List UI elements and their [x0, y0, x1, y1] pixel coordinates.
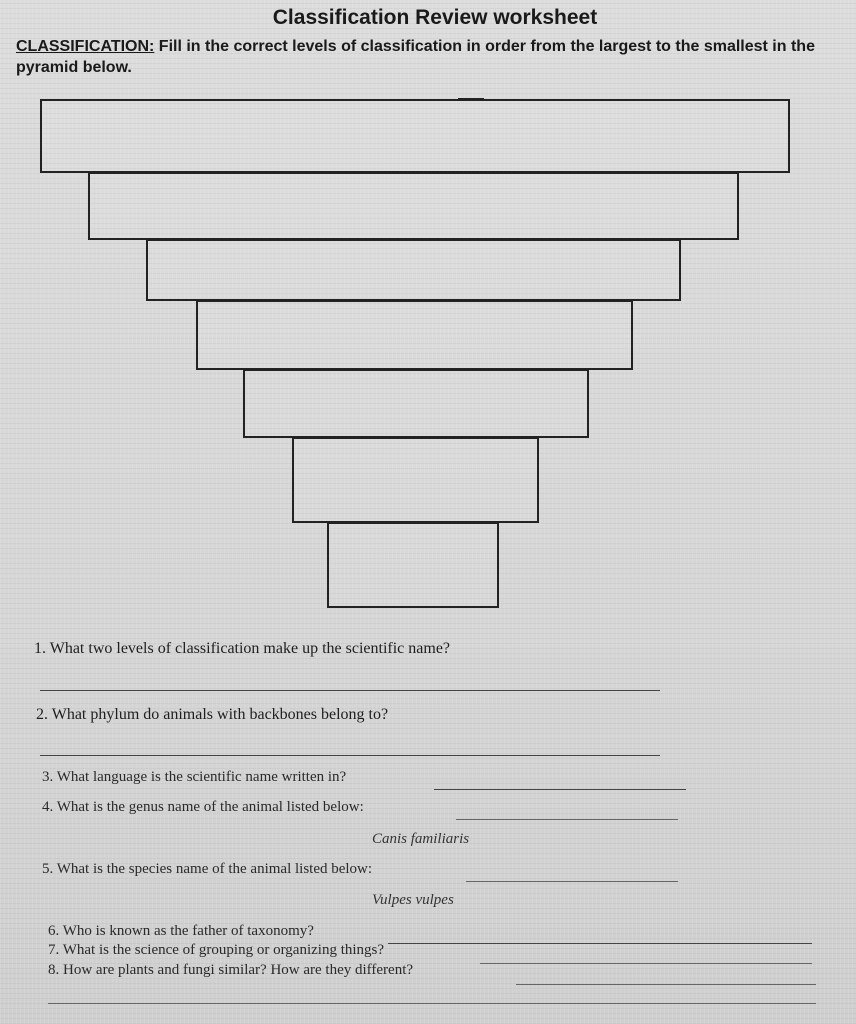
answer-line-7[interactable]: [480, 963, 812, 964]
question-6: [48, 923, 314, 940]
question-8-text: How are plants and fungi similar? How are they different?: [63, 962, 414, 978]
question-6-number: 6.: [48, 923, 60, 939]
question-4: [42, 799, 364, 816]
question-5-number: 5.: [42, 861, 54, 877]
question-1: [34, 640, 450, 658]
answer-line-2[interactable]: [40, 755, 660, 756]
question-1-number: 1.: [34, 640, 46, 657]
answer-line-5[interactable]: [466, 881, 678, 882]
question-8: [48, 962, 413, 979]
answer-line-8a[interactable]: [516, 984, 816, 985]
worksheet-title: Classification Review worksheet: [272, 6, 598, 29]
question-8-number: 8.: [48, 962, 60, 978]
question-5: [42, 861, 372, 878]
pyramid-box-5[interactable]: [243, 369, 589, 438]
question-3-number: 3.: [42, 769, 54, 785]
answer-line-8b[interactable]: [48, 1003, 816, 1004]
pyramid-box-1[interactable]: [40, 99, 790, 173]
pyramid-box-2[interactable]: [88, 172, 739, 240]
instructions: [16, 36, 846, 78]
question-5-text: What is the species name of the animal listed below:: [56, 861, 373, 877]
question-7-number: 7.: [48, 942, 60, 958]
pyramid-box-7[interactable]: [327, 522, 499, 608]
question-3: [42, 769, 346, 786]
question-2-text: What phylum do animals with backbones belong to?: [51, 706, 389, 723]
pyramid-box-3[interactable]: [146, 239, 681, 301]
question-7-text: What is the science of grouping or organizing things?: [62, 942, 385, 958]
question-4-text: What is the genus name of the animal listed below:: [56, 799, 364, 815]
question-1-text: What two levels of classification make up the scientific name?: [49, 640, 451, 657]
instructions-label: CLASSIFICATION:: [16, 38, 155, 55]
answer-line-1[interactable]: [40, 690, 660, 691]
question-7: [48, 942, 384, 959]
instructions-text: Fill in the correct levels of classification in order from the largest to the smallest in the pyramid below.: [16, 38, 815, 76]
answer-line-6[interactable]: [388, 943, 812, 944]
question-2: [36, 706, 388, 724]
question-2-number: 2.: [36, 706, 48, 723]
example-q4: Canis familiaris: [372, 831, 470, 847]
answer-line-3[interactable]: [434, 789, 686, 790]
pyramid-box-4[interactable]: [196, 300, 633, 370]
answer-line-4[interactable]: [456, 819, 678, 820]
question-4-number: 4.: [42, 799, 54, 815]
question-6-text: Who is known as the father of taxonomy?: [62, 923, 314, 939]
question-3-text: What language is the scientific name written in?: [56, 769, 347, 785]
pyramid-box-6[interactable]: [292, 437, 539, 523]
example-q5: Vulpes vulpes: [372, 892, 454, 908]
